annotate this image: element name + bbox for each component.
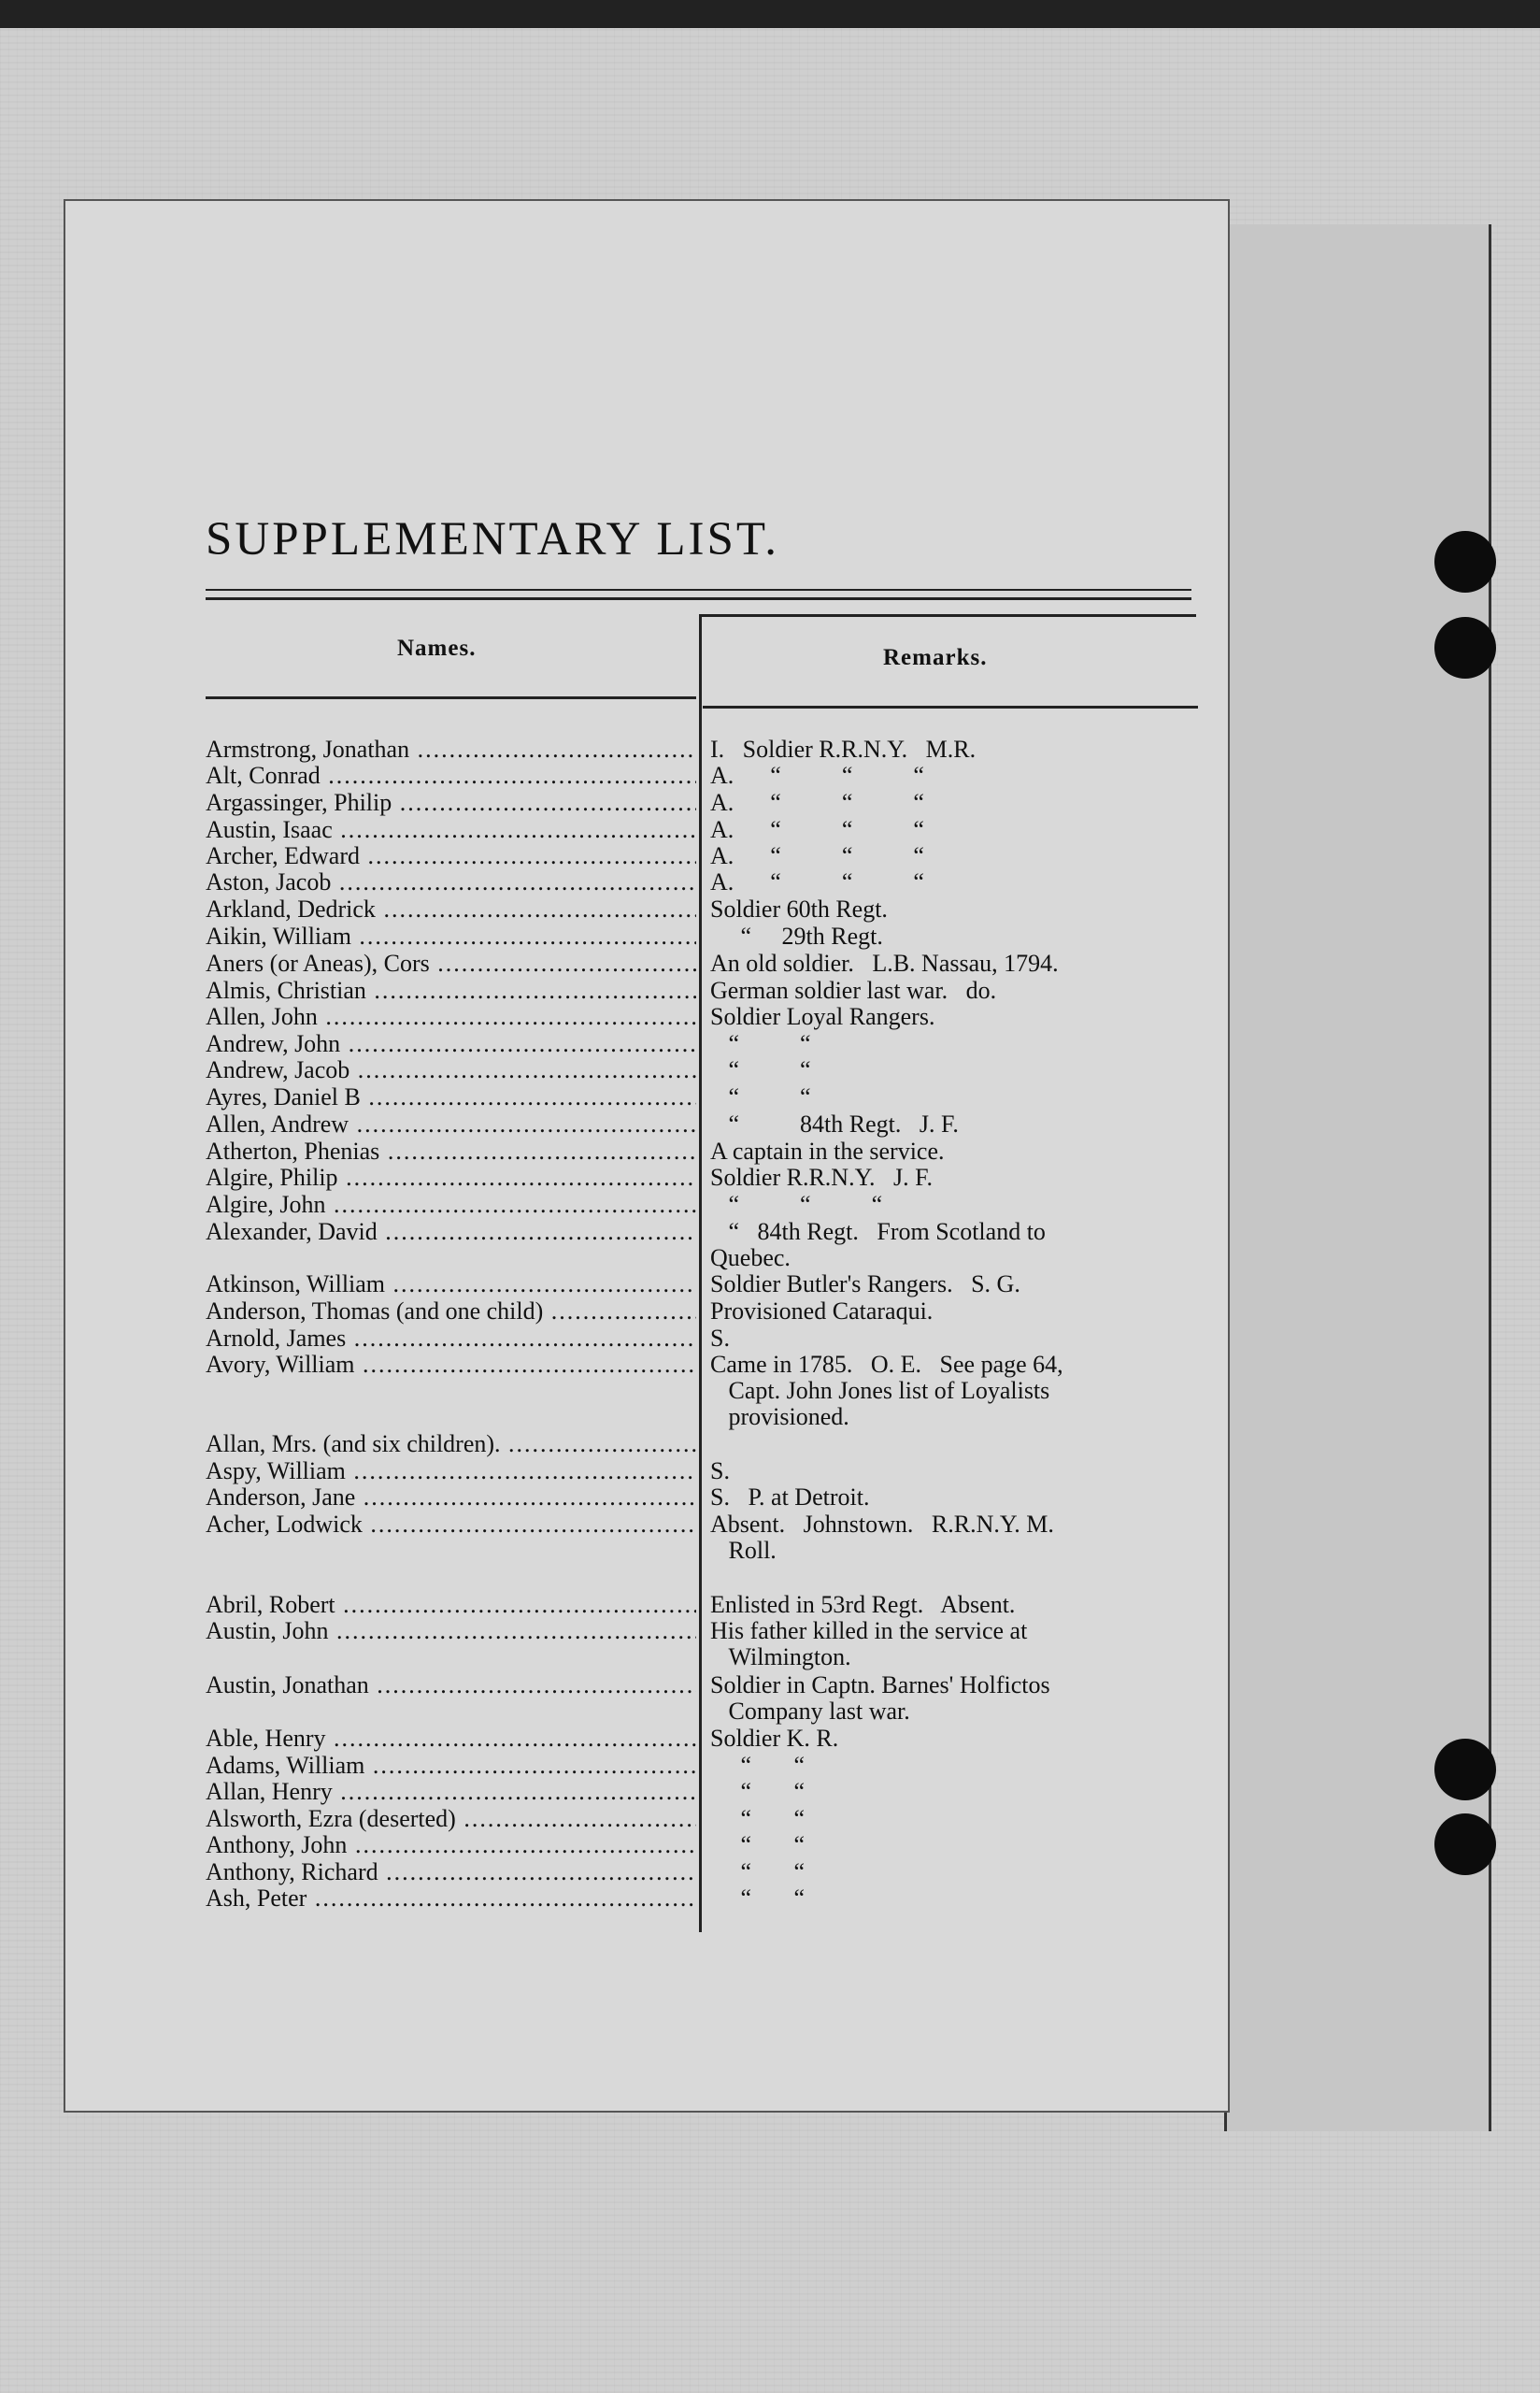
entry-name: Argassinger, Philip .....	[206, 790, 696, 816]
entry-remark: A. “ “ “	[710, 762, 924, 789]
entry-name: Alexander, David .....	[206, 1219, 696, 1245]
entry-remark: Soldier R.R.N.Y. J. F.	[710, 1164, 933, 1191]
entry-name: Allen, John .....	[206, 1004, 696, 1030]
entry-name: Alsworth, Ezra (deserted) .....	[206, 1806, 696, 1832]
entry-remark: A. “ “ “	[710, 789, 924, 816]
entry-name: Anthony, Richard .....	[206, 1859, 696, 1885]
entry-name: Ayres, Daniel B .....	[206, 1084, 696, 1111]
entry-name: Andrew, Jacob .....	[206, 1057, 696, 1083]
entry-remark: “ “	[710, 1752, 806, 1779]
entry-name: Almis, Christian .....	[206, 978, 696, 1004]
entry-remark: A. “ “ “	[710, 842, 924, 869]
entry-remark: German soldier last war. do.	[710, 977, 997, 1004]
scan-edge-top	[0, 0, 1540, 28]
entry-remark: His father killed in the service at Wilmington.	[710, 1617, 1028, 1670]
entry-name: Avory, William .....	[206, 1352, 696, 1378]
entry-name: Arkland, Dedrick .....	[206, 896, 696, 923]
entry-remark: A captain in the service.	[710, 1138, 945, 1165]
remarks-rule	[701, 614, 1196, 617]
entry-remark: “ 84th Regt. J. F.	[710, 1111, 959, 1138]
entry-remark: “ “ “	[710, 1191, 883, 1218]
entry-name: Ash, Peter .....	[206, 1885, 696, 1912]
title-rule-top	[206, 589, 1191, 591]
entry-remark: S.	[710, 1457, 730, 1484]
entry-name: Allan, Mrs. (and six children). .....	[206, 1431, 696, 1457]
entry-remark: Came in 1785. O. E. See page 64, Capt. John Jones list of Loyalists provisioned.	[710, 1351, 1063, 1430]
entry-remark: “ 29th Regt.	[710, 923, 883, 950]
entry-name: Allan, Henry .....	[206, 1779, 696, 1805]
entry-name: Abril, Robert .....	[206, 1592, 696, 1618]
entry-remark: Soldier in Captn. Barnes' Holfictos Company last war.	[710, 1671, 1050, 1725]
entry-remark: Soldier 60th Regt.	[710, 896, 888, 923]
entry-remark: A. “ “ “	[710, 816, 924, 843]
entry-name: Archer, Edward .....	[206, 843, 696, 869]
entry-name: Aikin, William .....	[206, 924, 696, 950]
entry-remark: Soldier Butler's Rangers. S. G.	[710, 1270, 1020, 1297]
entry-name: Austin, John .....	[206, 1618, 696, 1644]
entry-name: Aners (or Aneas), Cors .....	[206, 951, 696, 977]
entry-name: Atherton, Phenias .....	[206, 1139, 696, 1165]
punch-hole	[1434, 617, 1496, 679]
punch-hole	[1434, 531, 1496, 593]
entry-remark: Provisioned Cataraqui.	[710, 1297, 934, 1325]
entry-name: Austin, Isaac .....	[206, 817, 696, 843]
entry-remark: “ “	[710, 1858, 806, 1885]
entry-name: Algire, Philip .....	[206, 1165, 696, 1191]
entry-remark: Absent. Johnstown. R.R.N.Y. M. Roll.	[710, 1511, 1054, 1564]
entry-name: Arnold, James .....	[206, 1325, 696, 1352]
column-divider	[699, 614, 702, 1932]
page-title: SUPPLEMENTARY LIST.	[206, 513, 779, 566]
entry-name: Adams, William .....	[206, 1753, 696, 1779]
entry-remark: I. Soldier R.R.N.Y. M.R.	[710, 736, 977, 763]
entry-name: Andrew, John .....	[206, 1031, 696, 1057]
entry-remark: “ “	[710, 1030, 811, 1057]
entry-name: Alt, Conrad .....	[206, 763, 696, 789]
entry-name: Aston, Jacob .....	[206, 869, 696, 896]
entry-name: Able, Henry .....	[206, 1726, 696, 1752]
names-column-header: Names.	[397, 636, 477, 661]
entry-remark: A. “ “ “	[710, 868, 924, 896]
entry-name: Armstrong, Jonathan .....	[206, 737, 696, 763]
entry-remark: Soldier Loyal Rangers.	[710, 1003, 935, 1030]
punch-hole	[1434, 1813, 1496, 1875]
names-header-rule	[206, 696, 696, 699]
entry-name: Austin, Jonathan .....	[206, 1672, 696, 1698]
entry-name: Anderson, Jane .....	[206, 1484, 696, 1511]
entry-name: Anderson, Thomas (and one child) .....	[206, 1298, 696, 1325]
entry-name: Algire, John .....	[206, 1192, 696, 1218]
entry-remark: Enlisted in 53rd Regt. Absent.	[710, 1591, 1016, 1618]
entry-name: Anthony, John .....	[206, 1832, 696, 1858]
entry-remark: Soldier K. R.	[710, 1725, 839, 1752]
entry-remark: “ “	[710, 1083, 811, 1111]
entry-remark: “ “	[710, 1778, 806, 1805]
entry-name: Aspy, William .....	[206, 1458, 696, 1484]
remarks-header-rule	[703, 706, 1198, 709]
entry-name: Allen, Andrew .....	[206, 1111, 696, 1138]
entry-remark: S.	[710, 1325, 730, 1352]
entry-remark: “ 84th Regt. From Scotland to Quebec.	[710, 1218, 1046, 1271]
punch-hole	[1434, 1739, 1496, 1800]
entry-remark: “ “	[710, 1056, 811, 1083]
entry-remark: An old soldier. L.B. Nassau, 1794.	[710, 950, 1059, 977]
entry-name: Acher, Lodwick .....	[206, 1512, 696, 1538]
entry-remark: “ “	[710, 1884, 806, 1912]
entry-remark: “ “	[710, 1805, 806, 1832]
entry-remark: “ “	[710, 1831, 806, 1858]
entry-name: Atkinson, William .....	[206, 1271, 696, 1297]
remarks-column-header: Remarks.	[883, 645, 988, 670]
title-rule-bottom	[206, 597, 1191, 600]
entry-remark: S. P. at Detroit.	[710, 1483, 870, 1511]
